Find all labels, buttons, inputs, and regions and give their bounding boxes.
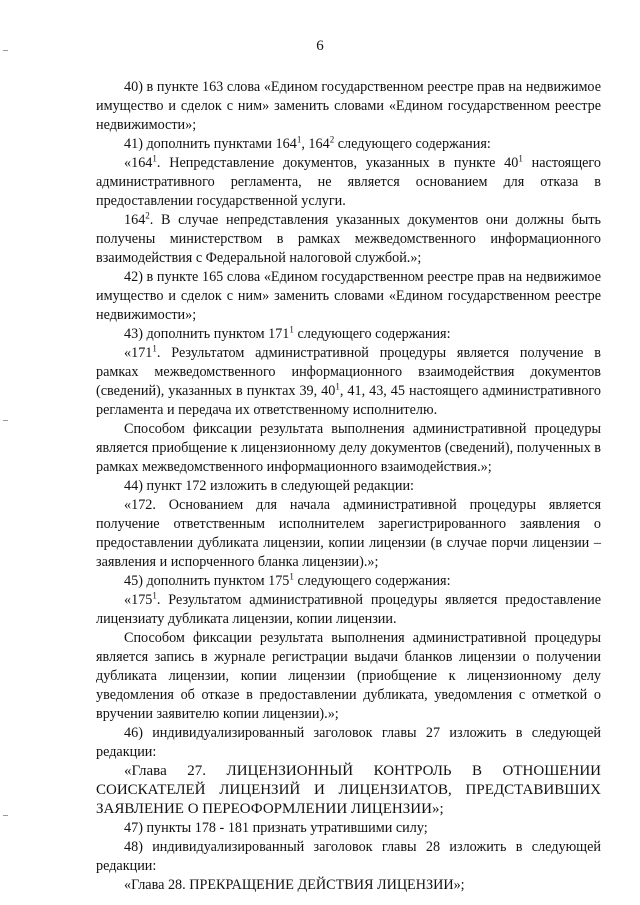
paragraph (96, 724, 601, 762)
paragraph (96, 819, 601, 838)
superscript: 1 (152, 590, 157, 601)
text-run: . Результатом административной процедуры является предоставление лицензиату дубликата лицензии, копии лицензии. (96, 592, 601, 627)
text-run: , 164 (301, 136, 330, 152)
text-run: «172. Основанием для начала административной процедуры является получение ответственным исполнителем зарегистрированного заявления о предоставлении дубликата лицензии, копии лицензии (в случае порчи лицензии – заявления и испорченного бланка лицензии).»; (96, 497, 601, 570)
text-run: Способом фиксации результата выполнения административной процедуры является запись в журнале регистрации выдачи бланков лицензии о получении дубликата лицензии, копии лицензии (приобщение к лицензионному делу уведомления об отказе в предоставлении дубликата, уведомления с отметкой о вручении заявителю копии лицензии).»; (96, 630, 601, 722)
paragraph (96, 420, 601, 477)
superscript: 1 (289, 571, 294, 582)
paragraph (96, 496, 601, 572)
text-run: 43) дополнить пунктом 171 (124, 326, 290, 342)
text-run: 41) дополнить пунктами 164 (124, 136, 297, 152)
superscript: 1 (296, 134, 302, 145)
superscript: 1 (518, 153, 523, 164)
margin-mark (3, 420, 8, 421)
text-run: . Непредставление документов, указанных в пункте 40 (156, 155, 519, 171)
paragraph (96, 154, 601, 211)
text-run: . В случае непредставления указанных документов они должны быть получены министерством в рамках межведомственного информационного взаимодействия с Федеральной налоговой службой.»; (96, 212, 601, 266)
text-run: следующего содержания: (293, 326, 451, 342)
paragraph (96, 876, 601, 895)
text-run: 40) в пункте 163 слова «Едином государственном реестре прав на недвижимое имущество и сделок с ним» заменить словами «Едином государственном реестре недвижимости»; (96, 79, 601, 133)
paragraph (96, 572, 601, 591)
paragraph (96, 591, 601, 629)
text-run: «164 (124, 155, 153, 171)
superscript: 2 (329, 134, 335, 145)
paragraph (96, 268, 601, 325)
text-run: следующего содержания: (334, 136, 491, 152)
text-run: 46) индивидуализированный заголовок главы 27 изложить в следующей редакции: (96, 725, 601, 760)
text-run: «171 (124, 345, 153, 361)
text-run: следующего содержания: (293, 573, 451, 589)
superscript: 1 (335, 381, 340, 392)
superscript: 1 (152, 343, 157, 354)
superscript: 1 (152, 153, 157, 164)
text-run: «Глава 27. ЛИЦЕНЗИОННЫЙ КОНТРОЛЬ В ОТНОШЕНИИ СОИСКАТЕЛЕЙ ЛИЦЕНЗИЙ И ЛИЦЕНЗИАТОВ, ПРЕДСТАВИВШИХ ЗАЯВЛЕНИЕ О ПЕРЕОФОРМЛЕНИИ ЛИЦЕНЗИИ»; (96, 763, 601, 817)
page-number: 6 (316, 38, 324, 54)
paragraph (96, 629, 601, 724)
text-run: . Результатом административной процедуры является получение в рамках межведомственного информационного взаимодействия документов (сведений), указанных в пунктах 39, 40 (96, 345, 601, 399)
text-run: Способом фиксации результата выполнения административной процедуры является приобщение к лицензионному делу документов (сведений), полученных в рамках межведомственного информационного взаимодействия.»; (96, 421, 601, 475)
superscript: 1 (289, 324, 294, 335)
superscript: 2 (145, 210, 150, 221)
paragraph (96, 325, 601, 344)
paragraph (96, 838, 601, 876)
document-body (96, 78, 601, 895)
text-run: 47) пункты 178 - 181 признать утратившими силу; (124, 820, 428, 836)
paragraph (96, 211, 601, 268)
paragraph (96, 135, 601, 154)
text-run: 48) индивидуализированный заголовок главы 28 изложить в следующей редакции: (96, 839, 601, 874)
text-run: 42) в пункте 165 слова «Едином государственном реестре прав на недвижимое имущество и сделок с ним» заменить словами «Едином государственном реестре недвижимости»; (96, 269, 601, 323)
text-run: 44) пункт 172 изложить в следующей редакции: (124, 478, 414, 494)
margin-mark (3, 815, 8, 816)
text-run: «Глава 28. ПРЕКРАЩЕНИЕ ДЕЙСТВИЯ ЛИЦЕНЗИИ»; (124, 877, 465, 893)
text-run: 164 (124, 212, 146, 228)
text-run: , 41, 43, 45 настоящего административного регламента и передача их ответственному исполнителю. (96, 383, 601, 418)
text-run: настоящего административного регламента, не является основанием для отказа в предоставлении государственной услуги. (96, 155, 601, 209)
paragraph (96, 477, 601, 496)
paragraph (96, 78, 601, 135)
text-run: «175 (124, 592, 153, 608)
paragraph (96, 344, 601, 420)
text-run: 45) дополнить пунктом 175 (124, 573, 290, 589)
chapter-heading (96, 762, 601, 819)
